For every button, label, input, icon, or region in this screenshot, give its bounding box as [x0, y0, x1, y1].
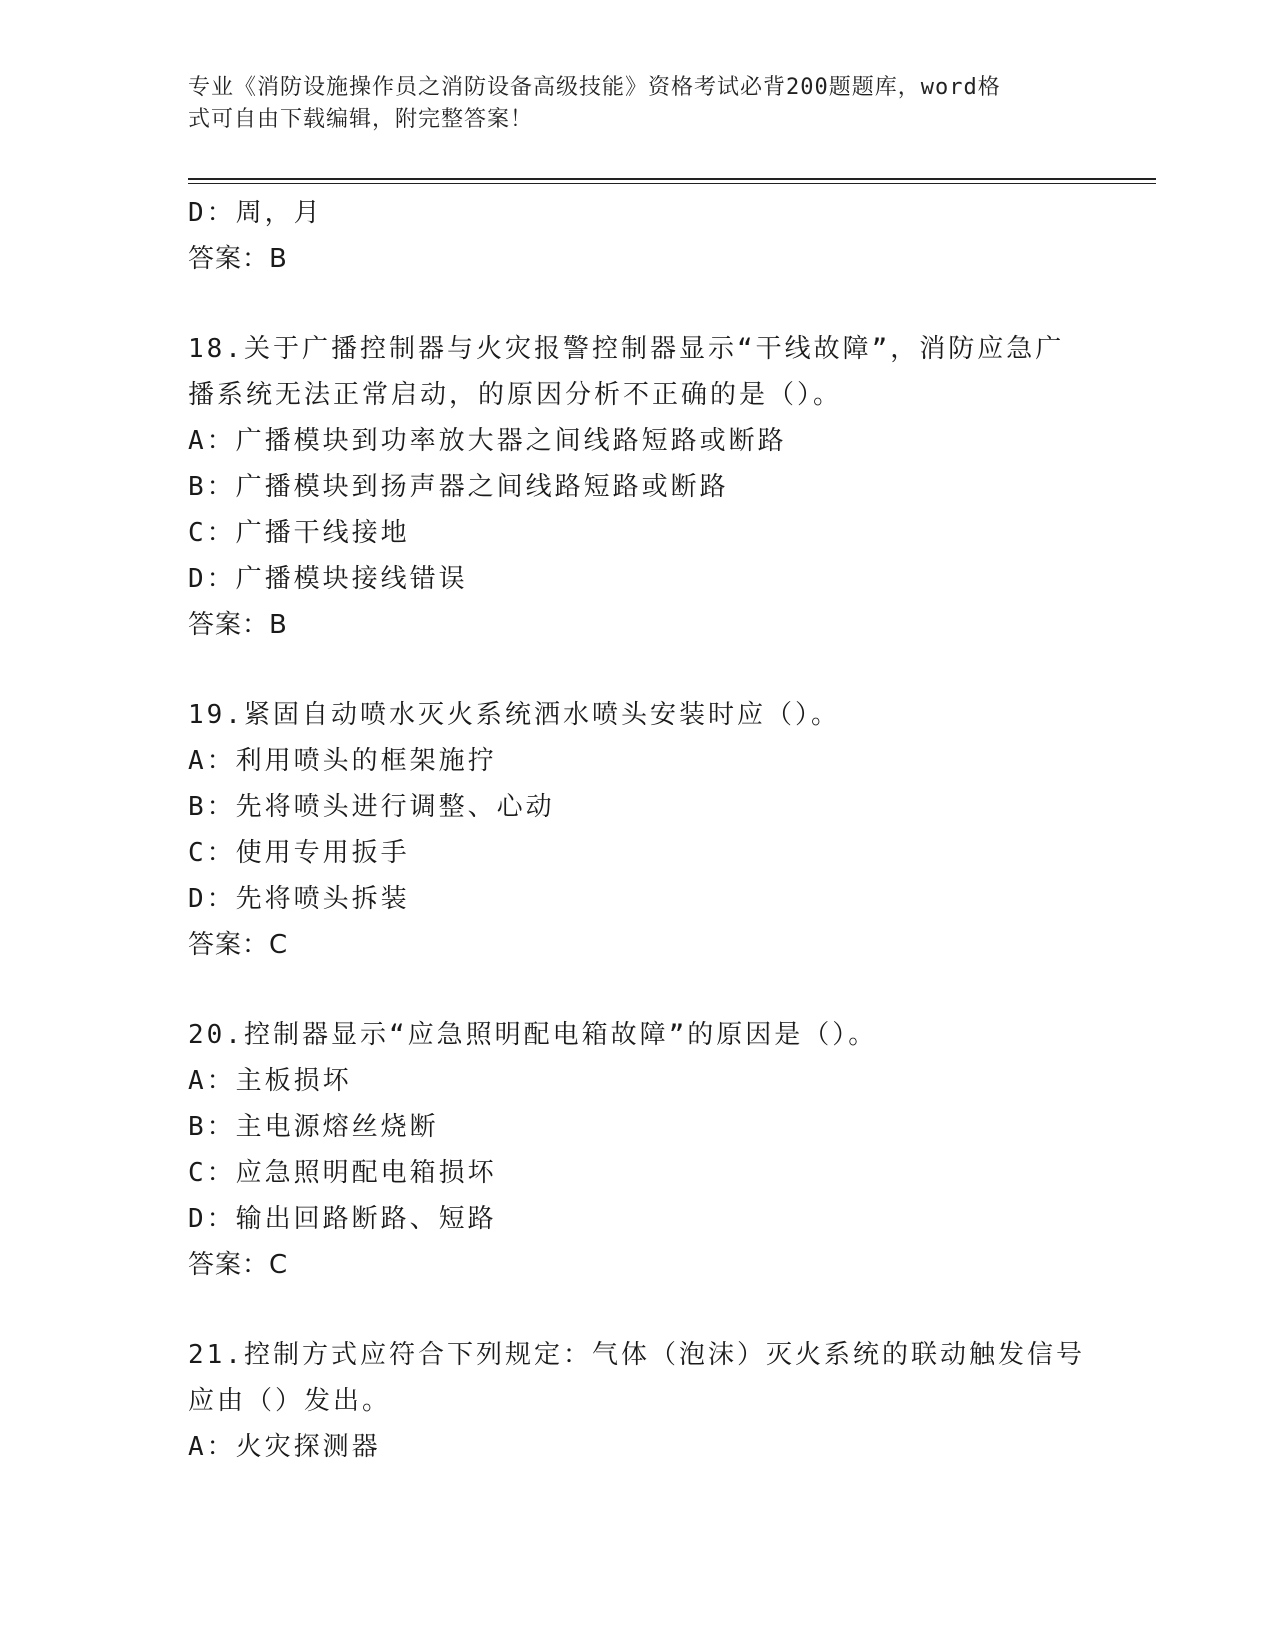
question-19	[188, 692, 1148, 968]
prev-question-option-d: D：周，月	[188, 198, 323, 228]
option-b: B：广播模块到扬声器之间线路短路或断路	[188, 472, 729, 502]
answer: 答案：C	[188, 1250, 289, 1280]
header-line-2: 式可自由下载编辑，附完整答案！	[188, 107, 534, 132]
option-c: C：使用专用扳手	[188, 838, 410, 868]
option-d: D：先将喷头拆装	[188, 884, 410, 914]
question-stem: 19.紧固自动喷水灭火系统洒水喷头安装时应（）。	[188, 700, 840, 730]
question-21	[188, 1332, 1148, 1470]
prev-question-answer: 答案：B	[188, 244, 288, 274]
option-d: D：输出回路断路、短路	[188, 1204, 497, 1234]
question-list	[188, 190, 1148, 1470]
option-d: D：广播模块接线错误	[188, 564, 468, 594]
answer: 答案：C	[188, 930, 289, 960]
option-a: A：利用喷头的框架施拧	[188, 746, 497, 776]
question-stem: 21.控制方式应符合下列规定：气体（泡沫）灭火系统的联动触发信号	[188, 1340, 1085, 1370]
answer: 答案：B	[188, 610, 288, 640]
option-b: B：先将喷头进行调整、心动	[188, 792, 555, 822]
document-header	[188, 72, 1068, 136]
header-line-1: 专业《消防设施操作员之消防设备高级技能》资格考试必背200题题库，word格	[188, 75, 1001, 100]
option-a: A：主板损坏	[188, 1066, 352, 1096]
question-stem: 播系统无法正常启动，的原因分析不正确的是（）。	[188, 380, 843, 410]
header-divider-thin	[188, 183, 1156, 184]
option-a: A：火灾探测器	[188, 1432, 381, 1462]
question-18	[188, 326, 1148, 648]
header-divider-thick	[188, 178, 1156, 180]
question-stem: 20.控制器显示“应急照明配电箱故障”的原因是（）。	[188, 1020, 878, 1050]
option-c: C：广播干线接地	[188, 518, 410, 548]
option-c: C：应急照明配电箱损坏	[188, 1158, 497, 1188]
option-a: A：广播模块到功率放大器之间线路短路或断路	[188, 426, 787, 456]
question-20	[188, 1012, 1148, 1288]
question-stem: 应由（）发出。	[188, 1386, 392, 1416]
question-stem: 18.关于广播控制器与火灾报警控制器显示“干线故障”，消防应急广	[188, 334, 1065, 364]
option-b: B：主电源熔丝烧断	[188, 1112, 439, 1142]
